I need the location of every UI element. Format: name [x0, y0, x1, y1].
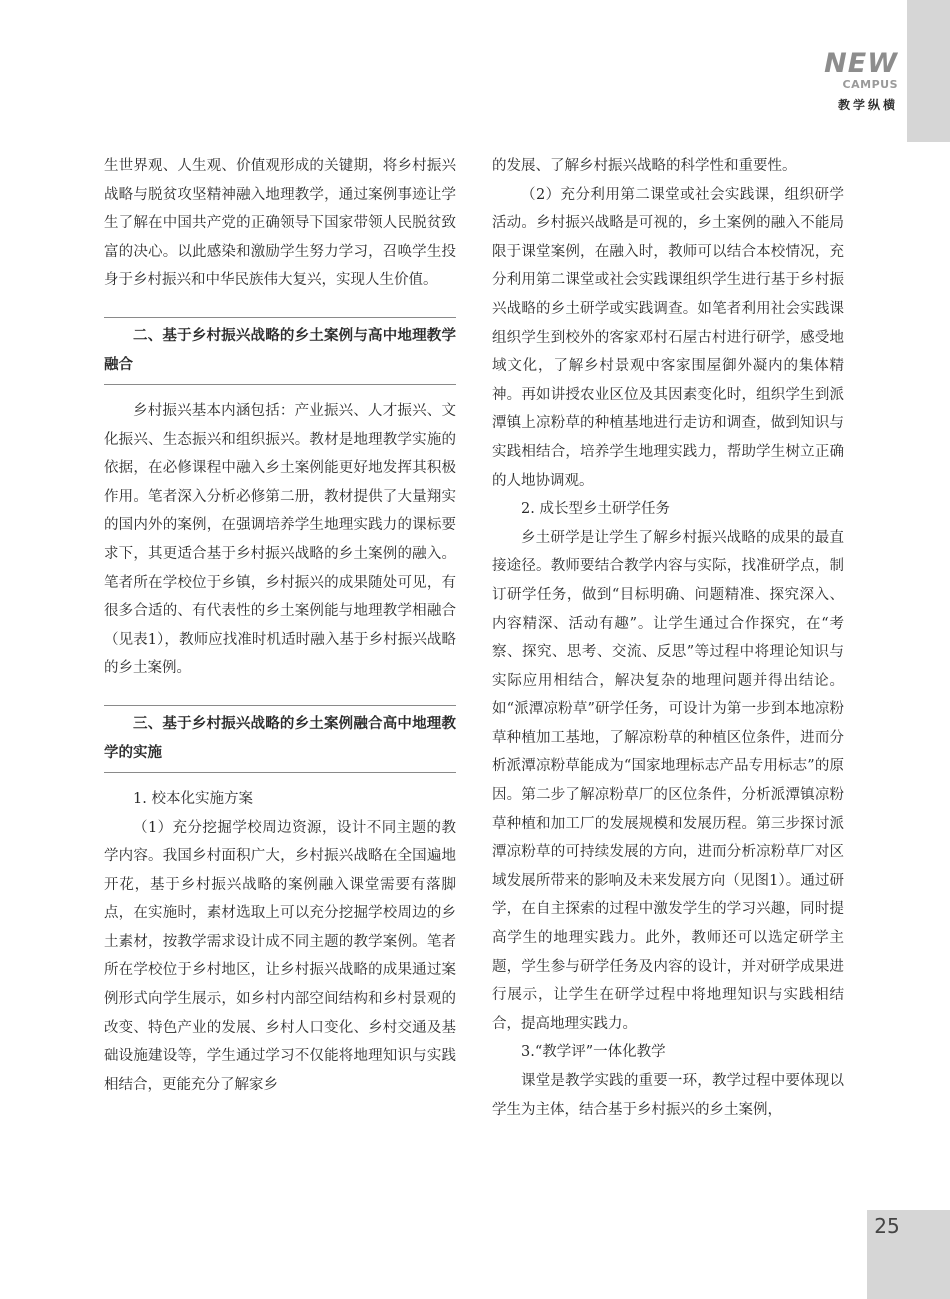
right-column — [492, 152, 844, 1124]
paragraph: （2）充分利用第二课堂或社会实践课，组织研学活动。乡村振兴战略是可视的，乡土案例的融入不能局限于课堂案例，在融入时，教师可以结合本校情况，充分利用第二课堂或社会实践课组织学生进行基于乡村振兴战略的乡土研学或实践调查。如笔者利用社会实践课组织学生到校外的客家邓村石屋古村进行研学，感受地域文化，了解乡村景观中客家围屋御外凝内的集体精神。再如讲授农业区位及其因素变化时，组织学生到派潭镇上凉粉草的种植基地进行走访和调查，做到知识与实践相结合，培养学生地理实践力，帮助学生树立正确的人地协调观。 — [492, 186, 844, 489]
heading-text: 三、基于乡村振兴战略的乡土案例融合高中地理教学的实施 — [104, 715, 456, 761]
subheading: 1. 校本化实施方案 — [133, 790, 253, 807]
left-column — [104, 152, 456, 1099]
section-label: 教学纵横 — [837, 98, 898, 112]
paragraph: 乡土研学是让学生了解乡村振兴战略的成果的最直接途径。教师要结合教学内容与实际，找准研学点，制订研学任务，做到“目标明确、问题精准、探究深入、内容精深、活动有趣”。让学生通过合作探究，在“考察、探究、思考、交流、反思”等过程中将理论知识与实际应用相结合，解决复杂的地理问题并得出结论。如“派潭凉粉草”研学任务，可设计为第一步到本地凉粉草种植加工基地，了解凉粉草的种植区位条件，进而分析派潭凉粉草能成为“国家地理标志产品专用标志”的原因。第二步了解凉粉草厂的区位条件，分析派潭镇凉粉草种植和加工厂的发展规模和发展历程。第三步探讨派潭凉粉草的可持续发展的方向，进而分析凉粉草厂对区域发展所带来的影响及未来发展方向（见图1）。通过研学，在自主探索的过程中激发学生的学习兴趣，同时提高学生的地理实践力。此外，教师还可以选定研学主题，学生参与研学任务及内容的设计，并对研学成果进行展示，让学生在研学过程中将地理知识与实践相结合，提高地理实践力。 — [492, 529, 844, 1032]
paragraph: 的发展、了解乡村振兴战略的科学性和重要性。 — [492, 158, 797, 174]
section-heading-3 — [104, 705, 456, 773]
section-heading-2 — [104, 317, 456, 385]
paragraph: （1）充分挖掘学校周边资源，设计不同主题的教学内容。我国乡村面积广大，乡村振兴战略在全国遍地开花，基于乡村振兴战略的案例融入课堂需要有落脚点，在实施时，素材选取上可以充分挖掘学校周边的乡土素材，按教学需求设计成不同主题的教学案例。笔者所在学校位于乡村地区，让乡村振兴战略的成果通过案例形式向学生展示，如乡村内部空间结构和乡村景观的改变、特色产业的发展、乡村人口变化、乡村交通及基础设施建设等，学生通过学习不仅能将地理知识与实践相结合，更能充分了解家乡 — [104, 819, 456, 1093]
brand-new: NEW — [824, 48, 898, 79]
journal-brand — [824, 50, 898, 118]
paragraph: 乡村振兴基本内涵包括：产业振兴、人才振兴、文化振兴、生态振兴和组织振兴。教材是地理教学实施的依据，在必修课程中融入乡土案例能更好地发挥其积极作用。笔者深入分析必修第二册，教材提供了大量翔实的国内外的案例，在强调培养学生地理实践力的课标要求下，其更适合基于乡村振兴战略的乡土案例的融入。笔者所在学校位于乡镇，乡村振兴的成果随处可见，有很多合适的、有代表性的乡土案例能与地理教学相融合（见表1），教师应找准时机适时融入基于乡村振兴战略的乡土案例。 — [104, 402, 456, 677]
paragraph: 课堂是教学实践的重要一环，教学过程中要体现以学生为主体，结合基于乡村振兴的乡土案例， — [492, 1073, 844, 1118]
heading-text: 二、基于乡村振兴战略的乡土案例与高中地理教学融合 — [104, 327, 456, 373]
header-tab — [907, 0, 950, 142]
page-number: 25 — [874, 1214, 900, 1238]
subheading: 3.“教学评”一体化教学 — [521, 1044, 666, 1061]
brand-campus: CAMPUS — [842, 78, 898, 91]
paragraph: 生世界观、人生观、价值观形成的关键期，将乡村振兴战略与脱贫攻坚精神融入地理教学，通过案例事迹让学生了解在中国共产党的正确领导下国家带领人民脱贫致富的决心。以此感染和激励学生努力学习，召唤学生投身于乡村振兴和中华民族伟大复兴，实现人生价值。 — [104, 158, 456, 289]
subheading: 2. 成长型乡土研学任务 — [521, 501, 670, 518]
